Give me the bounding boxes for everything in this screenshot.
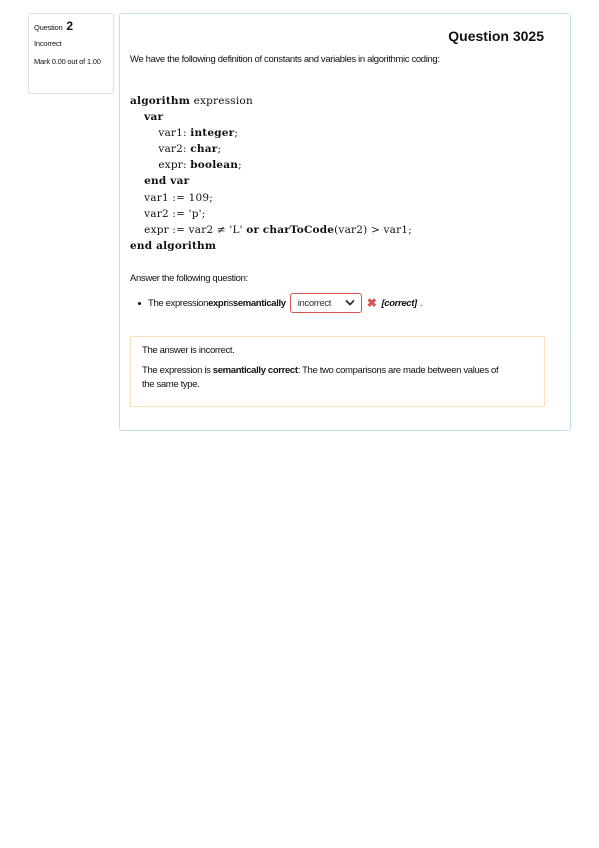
var2-decl: var2: (158, 143, 191, 156)
var2-type: char (190, 143, 218, 156)
keyword-end-var: end var (144, 175, 190, 188)
keyword-var: var (144, 111, 164, 124)
answer-select[interactable] (290, 293, 362, 313)
question-title: Question 3025 (448, 28, 544, 44)
keyword-end-algorithm: end algorithm (130, 239, 217, 252)
keyword-algorithm: algorithm (130, 95, 191, 107)
semicolon: ; (234, 127, 239, 140)
incorrect-icon: ✖ (366, 296, 377, 310)
item-emphasis: semantically (232, 297, 286, 309)
feedback-result: The answer is incorrect. (142, 345, 235, 356)
answer-prompt: Answer the following question: (130, 273, 248, 284)
question-state: Incorrect (34, 39, 62, 49)
assign-var1: var1 := 109; (144, 191, 214, 204)
explain-text: : The two comparisons are made between values of the same type. (142, 364, 499, 390)
chevron-down-icon (345, 299, 355, 307)
question-label: Question (34, 23, 63, 32)
keyword-or: or (246, 223, 260, 236)
question-info-panel (28, 13, 114, 94)
question-grade: Mark 0.00 out of 1.00 (34, 57, 101, 67)
expr-type: boolean (190, 159, 239, 172)
item-var-name: expr (208, 297, 227, 309)
question-number-value: 2 (66, 19, 73, 33)
assign-expr-part1: expr := var2 ≠ 'L' (144, 223, 247, 236)
var1-type: integer (190, 127, 235, 140)
question-number (34, 18, 108, 34)
question-intro: We have the following definition of constants and variables in algorithmic coding: (130, 54, 440, 65)
explain-text: The expression is (142, 364, 213, 376)
assign-var2: var2 := 'p'; (144, 207, 206, 220)
feedback-explanation (142, 364, 502, 392)
period: . (419, 297, 423, 309)
expr-decl: expr: (158, 159, 191, 172)
answer-select-value: incorrect (297, 297, 332, 309)
correct-answer-label: [correct] (381, 297, 417, 309)
algorithm-name: expression (190, 95, 253, 107)
item-text: The expression (148, 297, 209, 309)
assign-expr-part2: (var2) > var1; (334, 223, 412, 236)
answer-item (138, 292, 422, 314)
var1-decl: var1: (158, 127, 191, 140)
item-text: is (226, 297, 233, 309)
code-block (130, 93, 412, 254)
semicolon: ; (217, 143, 222, 156)
function-charToCode: charToCode (262, 223, 335, 236)
question-content (119, 13, 571, 431)
explain-emphasis: semantically correct (212, 364, 298, 376)
feedback-box (130, 336, 545, 407)
bullet (138, 302, 141, 305)
semicolon: ; (238, 159, 242, 172)
